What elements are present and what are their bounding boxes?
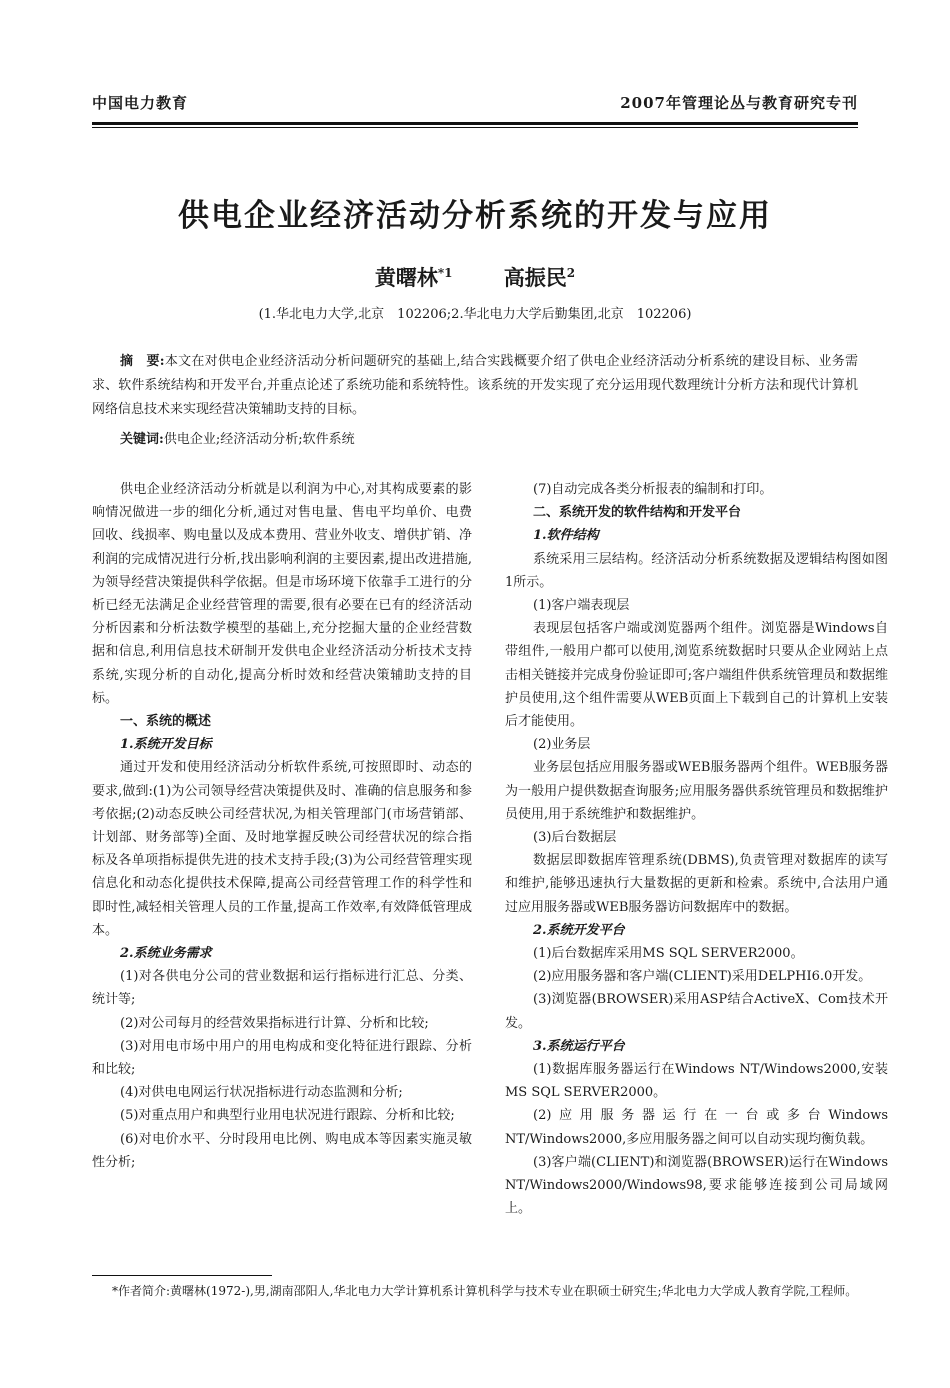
paragraph: (4)对供电电网运行状况指标进行动态监测和分析; — [120, 1085, 403, 1101]
subsection-heading: 1.软件结构 — [533, 528, 599, 544]
paragraph: 表现层包括客户端或浏览器两个组件。浏览器是Windows自带组件,一般用户都可以使用,浏览系统数据时只要从企业网站上点击相关链接并完成身份验证即可;客户端组件供系统管理员和数据维护员使用,这个组件需要从WEB页面上下载到自己的计算机上安装后才能使用。 — [505, 621, 888, 730]
subsection-heading: 3.系统运行平台 — [533, 1038, 625, 1054]
author-2-name: 高振民 — [503, 265, 567, 290]
paragraph: 业务层包括应用服务器或WEB服务器两个组件。WEB服务器为一般用户提供数据查询服务;应用服务器供系统管理员和数据维护员使用,用于系统维护和数据维护。 — [505, 760, 888, 822]
paragraph: 通过开发和使用经济活动分析软件系统,可按照即时、动态的要求,做到:(1)为公司领导经营决策提供及时、准确的信息服务和参考依据;(2)动态反映公司经营状况,为相关管理部门(市场营销部、计划部、财务部等)全面、及时地掌握反映公司经营状况的综合指标及各单项指标提供先进的技术支持手段;(3)为公司经营管理实现信息化和动态化提供技术保障,提高公司经营管理工作的科学性和即时性,减轻相关管理人员的工作量,提高工作效率,有效降低管理成本。 — [92, 760, 472, 938]
author-1-name: 黄曙林 — [374, 265, 438, 290]
paragraph: (3)对用电市场中用户的用电构成和变化特征进行跟踪、分析和比较; — [92, 1038, 472, 1078]
paragraph: (3)浏览器(BROWSER)采用ASP结合ActiveX、Com技术开发。 — [505, 992, 888, 1031]
paragraph: 系统采用三层结构。经济活动分析系统数据及逻辑结构图如图1所示。 — [505, 551, 888, 590]
paragraph: (1)后台数据库采用MS SQL SERVER2000。 — [533, 946, 804, 962]
footnote-rule — [92, 1275, 272, 1276]
author-2-mark: 2 — [566, 266, 576, 280]
header-rule-thick — [92, 122, 858, 125]
paragraph: (6)对电价水平、分时段用电比例、购电成本等因素实施灵敏性分析; — [92, 1131, 472, 1170]
subsection-heading: 2.系统开发平台 — [533, 922, 625, 938]
paragraph: 供电企业经济活动分析就是以利润为中心,对其构成要素的影响情况做进一步的细化分析,通过对售电量、售电平均单价、电费回收、线损率、购电量以及成本费用、营业外收支、增供扩销、净利润的完成情况进行分析,找出影响利润的主要因素,提出改进措施,为领导经营决策提供科学依据。但是市场环境下依靠手工进行的分析已经无法满足企业经营管理的需要,很有必要在已有的经济活动分析因素和分析法数学模型的基础上,充分挖掘大量的企业经营数据和信息,利用信息技术研制开发供电企业经济活动分析技术支持系统,实现分析的自动化,提高分析时效和经营决策辅助支持的目标。 — [92, 482, 472, 706]
paragraph: (3)后台数据层 — [533, 830, 617, 846]
author-footnote: *作者简介:黄曙林(1972-),男,湖南邵阳人,华北电力大学计算机系计算机科学与技术专业在职硕士研究生;华北电力大学成人教育学院,工程师。 — [112, 1284, 858, 1298]
keywords-text: 供电企业;经济活动分析;软件系统 — [163, 432, 355, 447]
running-header-journal: 中国电力教育 — [92, 94, 189, 112]
header-rule-thin — [92, 127, 858, 128]
paragraph: (1)数据库服务器运行在Windows NT/Windows2000,安装MS SQL SERVER2000。 — [505, 1062, 888, 1101]
keywords-label: 关键词: — [120, 432, 164, 447]
running-header-issue: 2007年管理论丛与教育研究专刊 — [620, 94, 858, 112]
abstract-text: 本文在对供电企业经济活动分析问题研究的基础上,结合实践概要介绍了供电企业经济活动分析系统的建设目标、业务需求、软件系统结构和开发平台,并重点论述了系统功能和系统特性。该系统的开发实现了充分运用现代数理统计分析方法和现代计算机网络信息技术来实现经营决策辅助支持的目标。 — [92, 354, 858, 417]
paragraph: (2)应用服务器运行在一台或多台Windows NT/Windows2000,多应用服务器之间可以自动实现均衡负载。 — [505, 1108, 888, 1147]
paragraph: 数据层即数据库管理系统(DBMS),负责管理对数据库的读写和维护,能够迅速执行大量数据的更新和检索。系统中,合法用户通过应用服务器或WEB服务器访问数据库中的数据。 — [505, 853, 888, 915]
paragraph: (3)客户端(CLIENT)和浏览器(BROWSER)运行在Windows NT/Windows2000/Windows98,要求能够连接到公司局域网上。 — [505, 1154, 888, 1217]
body-column-left — [92, 478, 472, 1174]
subsection-heading: 1.系统开发目标 — [120, 737, 212, 753]
author-line — [0, 262, 950, 292]
affiliation: (1.华北电力大学,北京 102206;2.华北电力大学后勤集团,北京 102206) — [258, 307, 692, 322]
abstract — [92, 350, 858, 422]
paragraph: (2)对公司每月的经营效果指标进行计算、分析和比较; — [120, 1015, 429, 1031]
author-2 — [504, 265, 575, 290]
body-column-right — [505, 478, 888, 1221]
author-1-mark: *1 — [437, 266, 453, 280]
paragraph: (7)自动完成各类分析报表的编制和打印。 — [533, 482, 773, 497]
paragraph: (2)应用服务器和客户端(CLIENT)采用DELPHI6.0开发。 — [533, 969, 872, 985]
section-heading: 一、系统的概述 — [120, 714, 212, 730]
paper-title: 供电企业经济活动分析系统的开发与应用 — [178, 198, 772, 234]
subsection-heading: 2.系统业务需求 — [120, 946, 212, 962]
paragraph: (2)业务层 — [533, 737, 591, 753]
paragraph: (5)对重点用户和典型行业用电状况进行跟踪、分析和比较; — [120, 1108, 455, 1124]
author-1 — [375, 265, 453, 290]
paragraph: (1)对各供电分公司的营业数据和运行指标进行汇总、分类、统计等; — [92, 969, 472, 1008]
keywords — [120, 428, 858, 452]
paragraph: (1)客户端表现层 — [533, 598, 630, 614]
abstract-label: 摘 要: — [120, 354, 165, 369]
section-heading: 二、系统开发的软件结构和开发平台 — [533, 505, 742, 521]
